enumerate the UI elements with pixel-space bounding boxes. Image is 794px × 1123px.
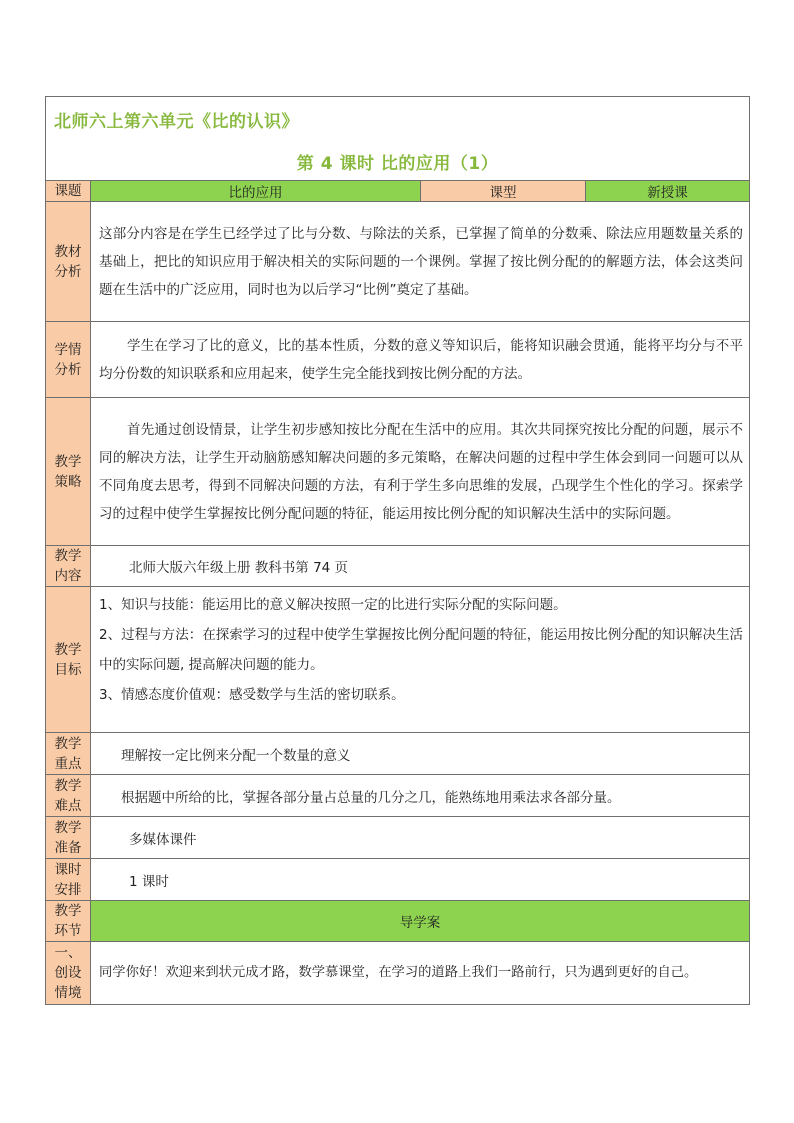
strategy-row: [46, 398, 750, 546]
difficulties-text: 根据题中所给的比，掌握各部分量占总量的几分之几，能熟练地用乘法求各部分量。: [91, 775, 750, 817]
key-points-label: 教学 重点: [46, 733, 91, 775]
topic-value: 比的应用: [91, 181, 421, 202]
stage-header: 导学案: [91, 901, 750, 942]
content-row: [46, 546, 750, 587]
objective-item: 2、过程与方法：在探索学习的过程中使学生掌握按比例分配问题的特征，能运用按比例分配的知识解决生活中的实际问题, 提高解决问题的能力。: [99, 627, 743, 673]
preparation-label: 教学 准备: [46, 817, 91, 859]
stage-label: 教学 环节: [46, 901, 91, 942]
students-text: 学生在学习了比的意义，比的基本性质，分数的意义等知识后，能将知识融会贯通，能将平均分与不平均分份数的知识联系和应用起来，使学生完全能找到按比例分配的方法。: [91, 322, 750, 398]
situation-text: 同学你好！欢迎来到状元成才路，数学慕课堂，在学习的道路上我们一路前行，只为遇到更好的自己。: [91, 942, 750, 1005]
material-text: 这部分内容是在学生已经学过了比与分数、与除法的关系，已掌握了简单的分数乘、除法应用题数量关系的基础上，把比的知识应用于解决相关的实际问题的一个课例。掌握了按比例分配的的解题方法，体会这类问题在生活中的广泛应用，同时也为以后学习“比例”奠定了基础。: [91, 202, 750, 322]
strategy-label: 教学 策略: [46, 398, 91, 546]
difficulties-row: [46, 775, 750, 817]
situation-row: [46, 942, 750, 1005]
preparation-text: 多媒体课件: [91, 817, 750, 859]
content-label: 教学 内容: [46, 546, 91, 587]
document-title: 北师六上第六单元《比的认识》: [54, 112, 299, 132]
objectives-row: [46, 587, 750, 733]
schedule-row: [46, 859, 750, 901]
objectives-label: 教学 目标: [46, 587, 91, 733]
strategy-text: 首先通过创设情景，让学生初步感知按比分配在生活中的应用。其次共同探究按比分配的问题，展示不同的解决方法，让学生开动脑筋感知解决问题的多元策略，在解决问题的过程中学生体会到同一问题可以从不同角度去思考，得到不同解决问题的方法，有利于学生多向思维的发展，凸现学生个性化的学习。探索学习的过程中使学生掌握按比例分配问题的特征，能运用按比例分配的知识解决生活中的实际问题。: [91, 398, 750, 546]
preparation-row: [46, 817, 750, 859]
objective-item: 3、情感态度价值观：感受数学与生活的密切联系。: [99, 687, 405, 703]
type-label: 课型: [421, 181, 586, 202]
difficulties-label: 教学 难点: [46, 775, 91, 817]
schedule-text: 1 课时: [91, 859, 750, 901]
title-cell: [46, 97, 750, 181]
stage-row: [46, 901, 750, 942]
situation-label: 一、 创设 情境: [46, 942, 91, 1005]
type-value: 新授课: [586, 181, 750, 202]
key-points-row: [46, 733, 750, 775]
lesson-subtitle: 第 4 课时 比的应用（1）: [296, 154, 499, 174]
objectives-text: [91, 587, 750, 733]
topic-label: 课题: [46, 181, 91, 202]
topic-row: [46, 181, 750, 202]
lesson-plan-document: [45, 96, 749, 1005]
key-points-text: 理解按一定比例来分配一个数量的意义: [91, 733, 750, 775]
content-text: 北师大版六年级上册 教科书第 74 页: [91, 546, 750, 587]
lesson-plan-table: [45, 96, 750, 1005]
title-row: [46, 97, 750, 181]
schedule-label: 课时 安排: [46, 859, 91, 901]
students-label: 学情 分析: [46, 322, 91, 398]
objective-item: 1、知识与技能：能运用比的意义解决按照一定的比进行实际分配的实际问题。: [99, 597, 567, 613]
material-row: [46, 202, 750, 322]
students-row: [46, 322, 750, 398]
material-label: 教材 分析: [46, 202, 91, 322]
